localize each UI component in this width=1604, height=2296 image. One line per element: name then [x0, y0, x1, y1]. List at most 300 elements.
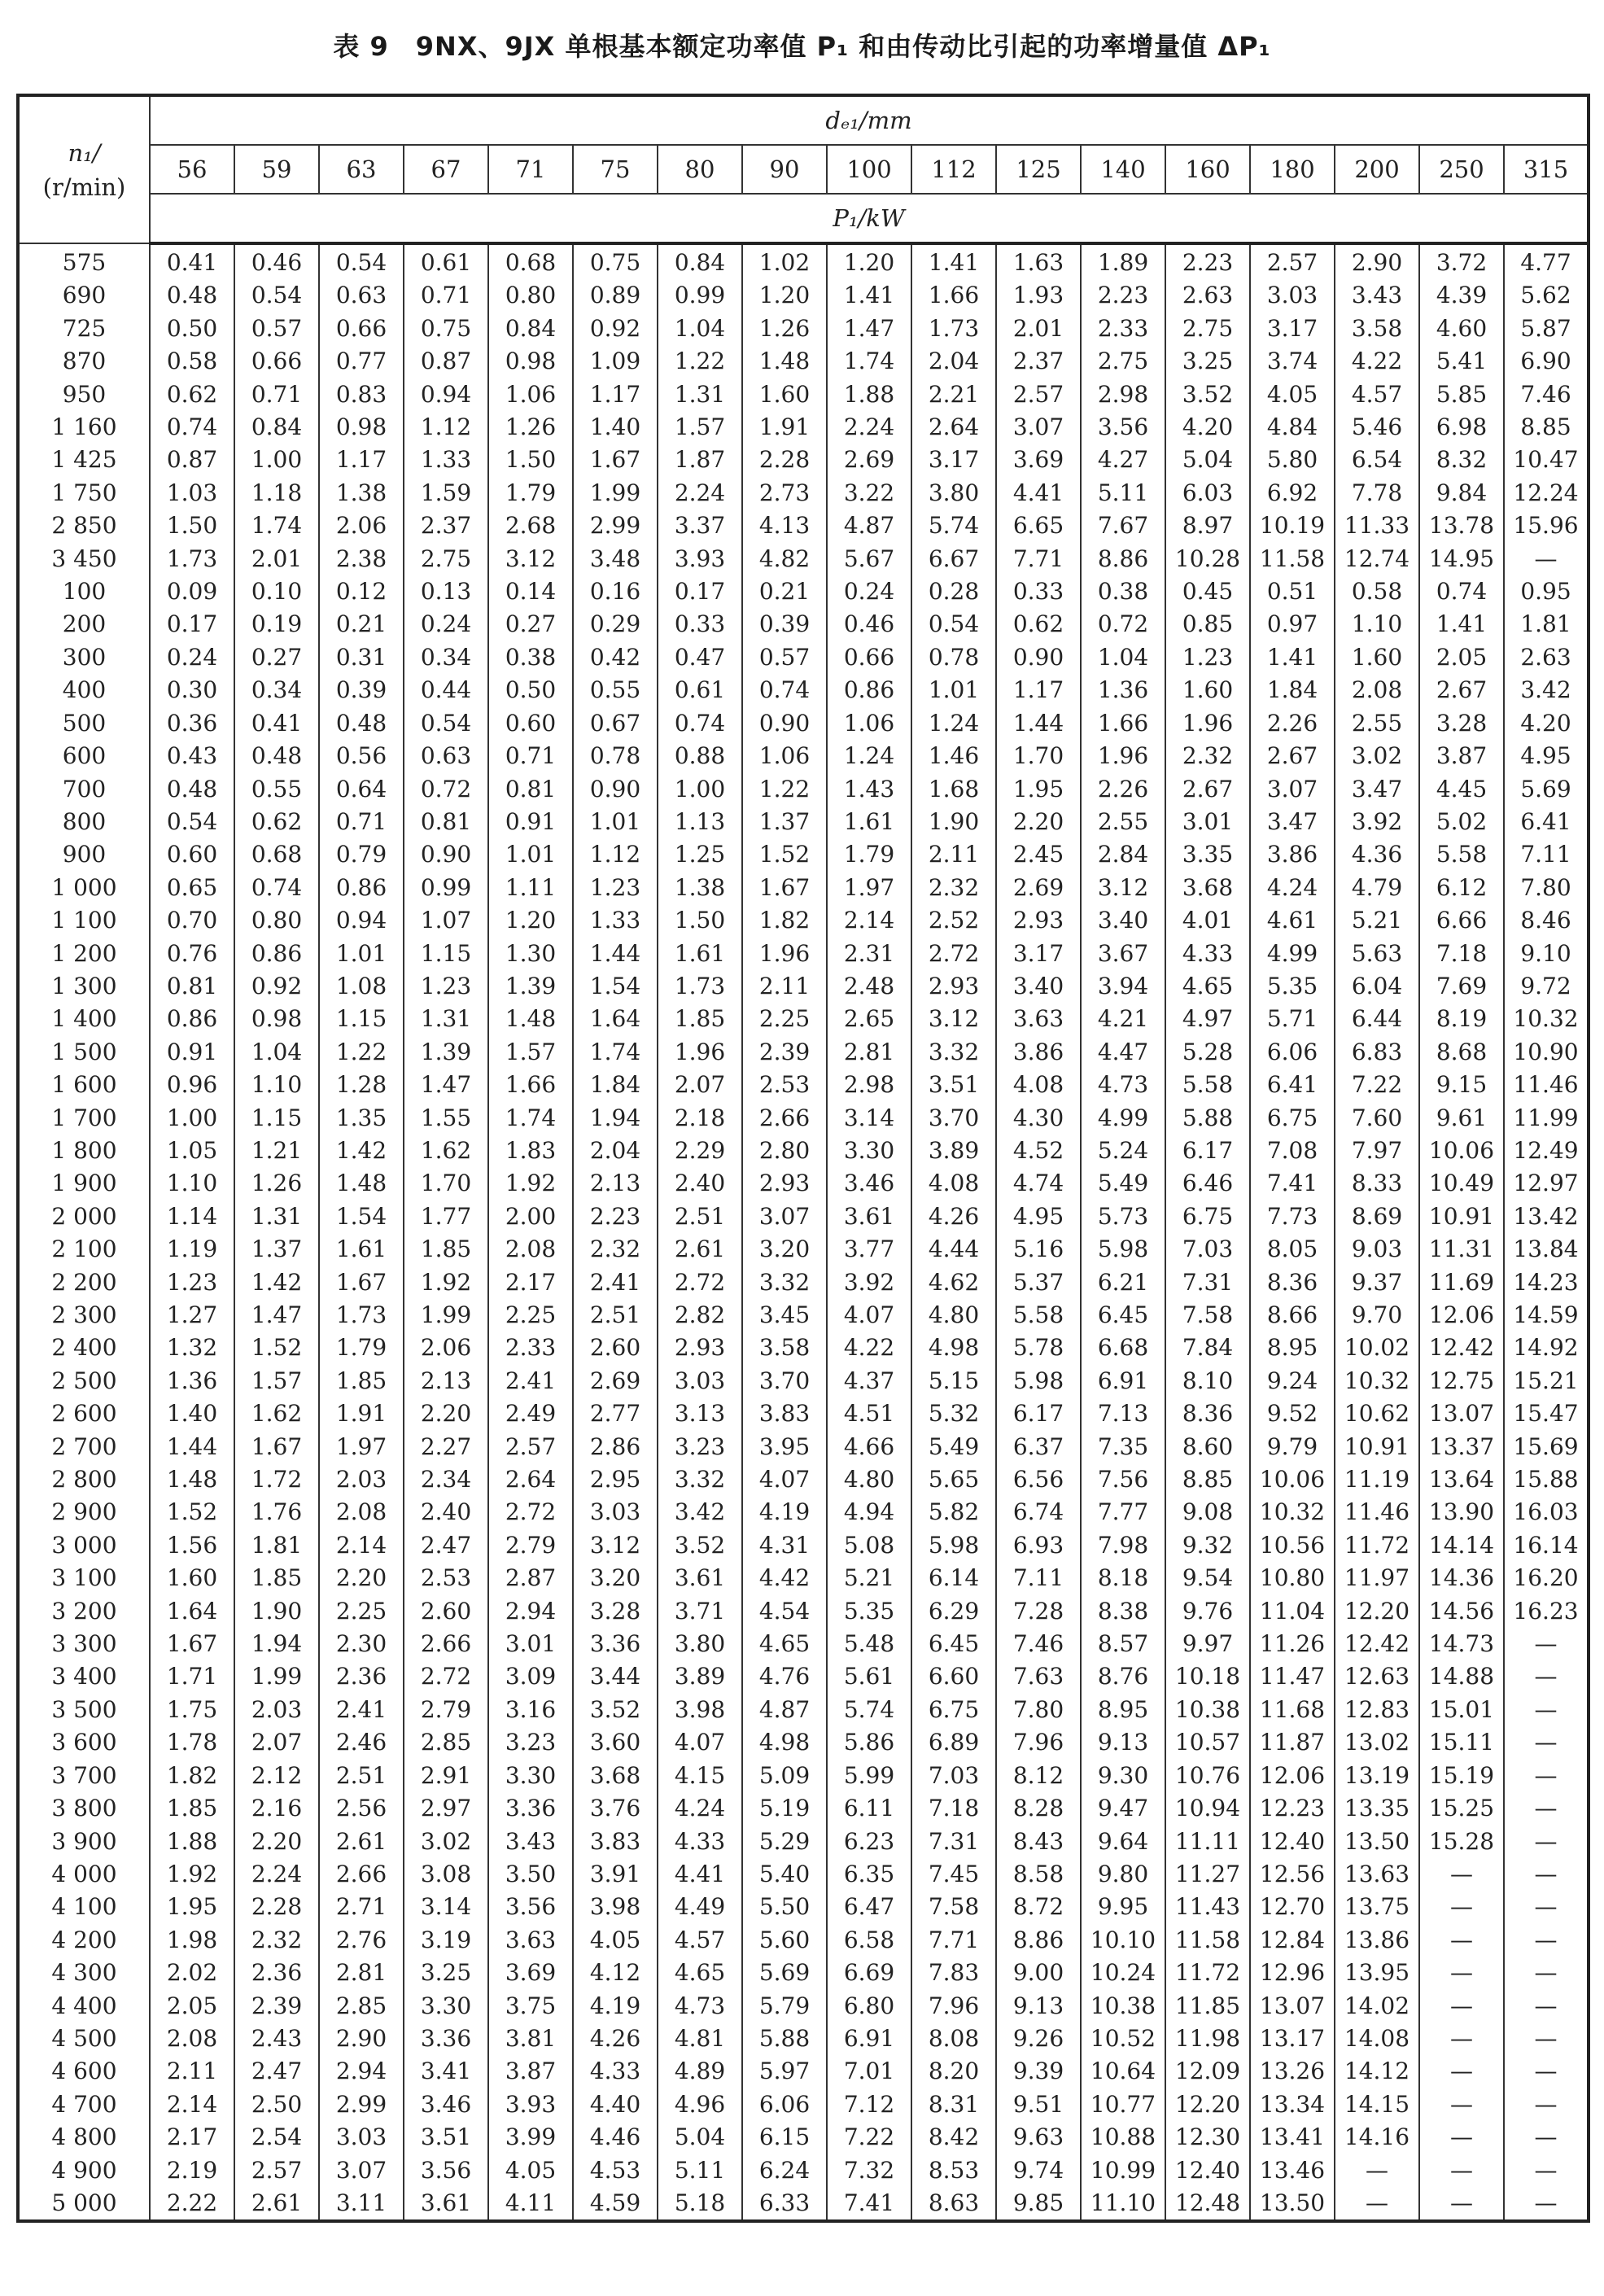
header-row-diameter-label — [18, 95, 1589, 145]
table-row — [18, 1990, 1589, 2023]
power-value-cell: 12.42 — [1335, 1628, 1419, 1660]
power-value-cell: 13.07 — [1419, 1397, 1504, 1430]
power-value-cell: 3.56 — [1081, 411, 1165, 444]
power-value-cell: 3.52 — [658, 1529, 742, 1562]
power-value-cell: 3.83 — [573, 1826, 658, 1858]
power-value-cell: 6.23 — [827, 1826, 911, 1858]
power-value-cell: 3.93 — [658, 543, 742, 575]
power-value-cell: 8.76 — [1081, 1660, 1165, 1693]
power-value-cell: 10.62 — [1335, 1397, 1419, 1430]
diameter-header-cell: 59 — [234, 145, 319, 194]
table-row — [18, 1332, 1589, 1364]
power-value-cell: 5.98 — [1081, 1233, 1165, 1266]
power-value-cell: 8.85 — [1165, 1463, 1250, 1496]
power-value-cell: 0.91 — [488, 806, 573, 838]
power-value-cell: 7.32 — [827, 2154, 911, 2187]
power-value-cell: 2.82 — [658, 1299, 742, 1332]
power-value-cell: 13.63 — [1335, 1858, 1419, 1891]
power-value-cell: 4.33 — [658, 1826, 742, 1858]
speed-unit: (r/min) — [42, 173, 126, 201]
speed-cell: 800 — [18, 806, 150, 838]
power-value-cell: 2.57 — [488, 1431, 573, 1463]
power-value-cell: 11.68 — [1250, 1694, 1335, 1726]
power-value-cell: 0.50 — [488, 674, 573, 706]
power-value-cell: 1.04 — [658, 313, 742, 345]
power-value-cell: 1.87 — [658, 444, 742, 476]
power-value-cell: 2.77 — [573, 1397, 658, 1430]
power-value-cell: 7.22 — [827, 2121, 911, 2154]
power-value-cell: 1.41 — [827, 279, 911, 312]
power-value-cell: 0.96 — [150, 1069, 234, 1101]
power-value-cell: 5.09 — [742, 1760, 827, 1792]
power-value-cell: 2.08 — [488, 1233, 573, 1266]
table-row — [18, 345, 1589, 378]
table-row — [18, 1135, 1589, 1167]
power-value-cell: 6.37 — [996, 1431, 1081, 1463]
power-value-cell: 0.86 — [234, 938, 319, 970]
power-value-cell: 1.15 — [319, 1003, 404, 1035]
power-value-cell: 2.57 — [1250, 243, 1335, 279]
power-value-cell: 1.20 — [488, 904, 573, 937]
power-value-cell: 5.79 — [742, 1990, 827, 2023]
power-value-cell: 1.88 — [150, 1826, 234, 1858]
power-value-cell: 1.25 — [658, 838, 742, 871]
power-value-cell: 1.31 — [234, 1200, 319, 1233]
power-value-cell: 13.84 — [1504, 1233, 1589, 1266]
power-value-cell: 1.99 — [573, 477, 658, 509]
power-value-cell: 0.55 — [234, 773, 319, 806]
power-value-cell: 3.01 — [488, 1628, 573, 1660]
power-value-cell: 1.75 — [150, 1694, 234, 1726]
speed-cell: 200 — [18, 608, 150, 641]
power-value-cell: 2.97 — [404, 1792, 488, 1825]
power-value-cell: 0.56 — [319, 740, 404, 772]
power-value-cell: 9.32 — [1165, 1529, 1250, 1562]
power-value-cell: 2.64 — [911, 411, 996, 444]
table-row — [18, 1167, 1589, 1200]
power-value-cell: 4.99 — [1250, 938, 1335, 970]
power-value-cell: — — [1504, 1924, 1589, 1957]
speed-cell: 575 — [18, 243, 150, 279]
speed-cell: 2 100 — [18, 1233, 150, 1266]
power-value-cell: 2.90 — [1335, 243, 1419, 279]
power-value-cell: 9.95 — [1081, 1891, 1165, 1923]
power-value-cell: 0.80 — [234, 904, 319, 937]
power-value-cell: 8.85 — [1504, 411, 1589, 444]
power-value-cell: 3.68 — [573, 1760, 658, 1792]
power-value-cell: 10.99 — [1081, 2154, 1165, 2187]
power-value-cell: 4.05 — [488, 2154, 573, 2187]
power-value-cell: 3.17 — [911, 444, 996, 476]
power-value-cell: 6.58 — [827, 1924, 911, 1957]
power-value-cell: 3.74 — [1250, 345, 1335, 378]
power-value-cell: 2.23 — [1165, 243, 1250, 279]
power-value-cell: 9.24 — [1250, 1365, 1335, 1397]
power-value-cell: 3.28 — [573, 1595, 658, 1628]
power-value-cell: 5.67 — [827, 543, 911, 575]
power-value-cell: 2.75 — [404, 543, 488, 575]
power-value-cell: 1.77 — [404, 1200, 488, 1233]
power-value-cell: 0.58 — [1335, 575, 1419, 608]
power-value-cell: 2.21 — [911, 378, 996, 411]
speed-cell: 870 — [18, 345, 150, 378]
power-value-cell: 1.35 — [319, 1102, 404, 1135]
power-value-cell: 1.28 — [319, 1069, 404, 1101]
power-value-cell: 2.08 — [150, 2023, 234, 2055]
power-value-cell: 2.57 — [996, 378, 1081, 411]
power-value-cell: 3.45 — [742, 1299, 827, 1332]
power-value-cell: 2.53 — [404, 1562, 488, 1594]
power-value-cell: 1.33 — [573, 904, 658, 937]
power-value-cell: 1.73 — [658, 970, 742, 1003]
power-value-cell: 6.44 — [1335, 1003, 1419, 1035]
power-value-cell: 5.62 — [1504, 279, 1589, 312]
power-value-cell: 8.66 — [1250, 1299, 1335, 1332]
power-value-cell: 8.86 — [996, 1924, 1081, 1957]
power-value-cell: 1.81 — [1504, 608, 1589, 641]
power-value-cell: 10.38 — [1165, 1694, 1250, 1726]
power-value-cell: 7.98 — [1081, 1529, 1165, 1562]
power-value-cell: — — [1419, 1990, 1504, 2023]
power-value-cell: 1.73 — [911, 313, 996, 345]
power-value-cell: 4.65 — [658, 1957, 742, 1989]
power-value-cell: 3.42 — [658, 1496, 742, 1528]
power-value-cell: 10.94 — [1165, 1792, 1250, 1825]
table-row — [18, 674, 1589, 706]
power-value-cell: 6.46 — [1165, 1167, 1250, 1200]
table-row — [18, 1266, 1589, 1299]
power-value-cell: 0.54 — [319, 243, 404, 279]
power-value-cell: 8.58 — [996, 1858, 1081, 1891]
power-value-cell: 4.95 — [1504, 740, 1589, 772]
power-value-cell: 2.01 — [234, 543, 319, 575]
power-value-cell: 3.12 — [911, 1003, 996, 1035]
diameter-header-cell: 315 — [1504, 145, 1589, 194]
power-value-cell: 2.64 — [488, 1463, 573, 1496]
power-value-cell: 4.53 — [573, 2154, 658, 2187]
diameter-header-cell: 160 — [1165, 145, 1250, 194]
power-value-cell: 2.01 — [996, 313, 1081, 345]
power-value-cell: 2.26 — [1081, 773, 1165, 806]
table-row — [18, 1562, 1589, 1594]
power-value-cell: 4.13 — [742, 509, 827, 542]
power-value-cell: 0.46 — [234, 243, 319, 279]
power-value-cell: 11.27 — [1165, 1858, 1250, 1891]
power-value-cell: 1.15 — [234, 1102, 319, 1135]
power-value-cell: 1.37 — [742, 806, 827, 838]
power-value-cell: 4.65 — [742, 1628, 827, 1660]
power-value-cell: 2.32 — [234, 1924, 319, 1957]
table-row — [18, 1792, 1589, 1825]
power-value-cell: 5.99 — [827, 1760, 911, 1792]
power-value-cell: 3.47 — [1250, 806, 1335, 838]
power-value-cell: 1.66 — [911, 279, 996, 312]
power-value-cell: 6.14 — [911, 1562, 996, 1594]
power-value-cell: 2.27 — [404, 1431, 488, 1463]
power-value-cell: 5.21 — [827, 1562, 911, 1594]
power-value-cell: 2.25 — [319, 1595, 404, 1628]
power-value-cell: 2.65 — [827, 1003, 911, 1035]
power-value-cell: 3.46 — [404, 2088, 488, 2121]
power-value-cell: 7.67 — [1081, 509, 1165, 542]
power-value-cell: 3.23 — [658, 1431, 742, 1463]
power-value-cell: 6.69 — [827, 1957, 911, 1989]
power-value-cell: 1.71 — [150, 1660, 234, 1693]
power-value-cell: 12.20 — [1165, 2088, 1250, 2121]
power-value-cell: 1.20 — [742, 279, 827, 312]
power-value-cell: 7.46 — [1504, 378, 1589, 411]
speed-cell: 3 200 — [18, 1595, 150, 1628]
power-value-cell: 1.10 — [150, 1167, 234, 1200]
speed-cell: 700 — [18, 773, 150, 806]
power-value-cell: 4.82 — [742, 543, 827, 575]
table-row — [18, 904, 1589, 937]
power-value-cell: 6.45 — [911, 1628, 996, 1660]
power-value-cell: 3.50 — [488, 1858, 573, 1891]
power-value-cell: 1.50 — [488, 444, 573, 476]
power-value-cell: 10.52 — [1081, 2023, 1165, 2055]
power-value-cell: 2.48 — [827, 970, 911, 1003]
power-value-cell: 3.56 — [488, 1891, 573, 1923]
power-value-cell: 3.22 — [827, 477, 911, 509]
power-value-cell: 14.16 — [1335, 2121, 1419, 2154]
power-value-cell: 14.95 — [1419, 543, 1504, 575]
table-row — [18, 2088, 1589, 2121]
power-value-cell: 1.67 — [742, 872, 827, 904]
power-value-cell: 13.26 — [1250, 2055, 1335, 2088]
speed-cell: 4 700 — [18, 2088, 150, 2121]
power-value-cell: — — [1504, 1628, 1589, 1660]
power-value-cell: 0.10 — [234, 575, 319, 608]
power-value-cell: 1.61 — [827, 806, 911, 838]
power-value-cell: 12.83 — [1335, 1694, 1419, 1726]
power-value-cell: 3.42 — [1504, 674, 1589, 706]
power-value-cell: 1.85 — [658, 1003, 742, 1035]
power-value-cell: 7.13 — [1081, 1397, 1165, 1430]
speed-cell: 3 500 — [18, 1694, 150, 1726]
power-value-cell: 1.04 — [1081, 641, 1165, 674]
power-value-cell: 6.66 — [1419, 904, 1504, 937]
speed-cell: 2 900 — [18, 1496, 150, 1528]
power-value-cell: 9.26 — [996, 2023, 1081, 2055]
power-value-cell: 4.07 — [742, 1463, 827, 1496]
power-value-cell: 3.60 — [573, 1726, 658, 1759]
power-value-cell: 11.69 — [1419, 1266, 1504, 1299]
power-value-cell: 3.58 — [1335, 313, 1419, 345]
power-value-cell: — — [1504, 543, 1589, 575]
power-value-cell: — — [1335, 2187, 1419, 2221]
power-value-cell: 13.07 — [1250, 1990, 1335, 2023]
power-value-cell: 12.56 — [1250, 1858, 1335, 1891]
power-value-cell: 1.74 — [827, 345, 911, 378]
power-value-cell: 5.18 — [658, 2187, 742, 2221]
power-value-cell: 5.78 — [996, 1332, 1081, 1364]
power-value-cell: 2.04 — [573, 1135, 658, 1167]
power-value-cell: 8.60 — [1165, 1431, 1250, 1463]
power-value-cell: 6.15 — [742, 2121, 827, 2154]
power-value-cell: 11.72 — [1335, 1529, 1419, 1562]
power-value-cell: 9.52 — [1250, 1397, 1335, 1430]
power-value-cell: 2.50 — [234, 2088, 319, 2121]
power-value-cell: 4.95 — [996, 1200, 1081, 1233]
power-value-cell: 10.57 — [1165, 1726, 1250, 1759]
power-value-cell: 1.41 — [911, 243, 996, 279]
power-value-cell: 8.32 — [1419, 444, 1504, 476]
power-value-cell: 2.95 — [573, 1463, 658, 1496]
power-value-cell: 2.51 — [573, 1299, 658, 1332]
power-value-cell: 0.84 — [488, 313, 573, 345]
power-value-cell: 3.92 — [1335, 806, 1419, 838]
power-value-cell: 6.03 — [1165, 477, 1250, 509]
power-value-cell: 4.26 — [573, 2023, 658, 2055]
power-value-cell: 4.20 — [1504, 707, 1589, 740]
table-row — [18, 444, 1589, 476]
power-value-cell: 9.08 — [1165, 1496, 1250, 1528]
power-value-cell: 3.03 — [573, 1496, 658, 1528]
power-value-cell: 3.25 — [404, 1957, 488, 1989]
power-value-cell: 5.35 — [1250, 970, 1335, 1003]
power-value-cell: 2.72 — [911, 938, 996, 970]
power-value-cell: 0.87 — [404, 345, 488, 378]
power-value-cell: 8.05 — [1250, 1233, 1335, 1266]
power-value-cell: 15.28 — [1419, 1826, 1504, 1858]
power-value-cell: 1.70 — [996, 740, 1081, 772]
power-value-cell: 0.72 — [1081, 608, 1165, 641]
power-value-cell: 12.20 — [1335, 1595, 1419, 1628]
power-value-cell: 4.33 — [1165, 938, 1250, 970]
power-value-cell: 5.29 — [742, 1826, 827, 1858]
power-value-cell: 12.97 — [1504, 1167, 1589, 1200]
power-value-cell: 10.91 — [1335, 1431, 1419, 1463]
speed-cell: 2 500 — [18, 1365, 150, 1397]
speed-cell: 2 600 — [18, 1397, 150, 1430]
power-value-cell: 0.51 — [1250, 575, 1335, 608]
power-value-cell: 1.67 — [573, 444, 658, 476]
power-value-cell: 1.59 — [404, 477, 488, 509]
power-value-cell: 1.61 — [319, 1233, 404, 1266]
table-row — [18, 806, 1589, 838]
power-value-cell: 0.99 — [404, 872, 488, 904]
power-value-cell: 3.36 — [573, 1628, 658, 1660]
power-value-cell: 1.96 — [658, 1036, 742, 1069]
power-value-cell: 12.96 — [1250, 1957, 1335, 1989]
speed-cell: 3 000 — [18, 1529, 150, 1562]
power-value-cell: 0.99 — [658, 279, 742, 312]
power-value-cell: 0.94 — [404, 378, 488, 411]
power-value-cell: 0.13 — [404, 575, 488, 608]
power-value-cell: 1.79 — [488, 477, 573, 509]
power-value-cell: 4.47 — [1081, 1036, 1165, 1069]
power-value-cell: 6.75 — [1165, 1200, 1250, 1233]
speed-cell: 4 800 — [18, 2121, 150, 2154]
speed-cell: 2 850 — [18, 509, 150, 542]
power-value-cell: 8.19 — [1419, 1003, 1504, 1035]
power-value-cell: 6.91 — [1081, 1365, 1165, 1397]
power-value-cell: 4.15 — [658, 1760, 742, 1792]
power-table-container — [16, 94, 1587, 2223]
power-value-cell: 4.22 — [827, 1332, 911, 1364]
table-row — [18, 1826, 1589, 1858]
power-value-cell: 3.13 — [658, 1397, 742, 1430]
power-value-cell: — — [1419, 2121, 1504, 2154]
power-value-cell: 2.93 — [911, 970, 996, 1003]
power-value-cell: 11.04 — [1250, 1595, 1335, 1628]
power-value-cell: 2.47 — [234, 2055, 319, 2088]
power-value-cell: — — [1419, 1957, 1504, 1989]
power-value-cell: 14.02 — [1335, 1990, 1419, 2023]
power-value-cell: 3.02 — [1335, 740, 1419, 772]
power-value-cell: 2.69 — [827, 444, 911, 476]
power-value-cell: 7.11 — [1504, 838, 1589, 871]
power-value-cell: 0.87 — [150, 444, 234, 476]
power-value-cell: 3.03 — [1250, 279, 1335, 312]
power-value-cell: 6.80 — [827, 1990, 911, 2023]
power-value-cell: 0.86 — [150, 1003, 234, 1035]
power-value-cell: — — [1504, 1760, 1589, 1792]
power-value-cell: 2.91 — [404, 1760, 488, 1792]
table-row — [18, 2055, 1589, 2088]
power-value-cell: 4.87 — [827, 509, 911, 542]
table-header — [18, 95, 1589, 243]
power-value-cell: 0.63 — [404, 740, 488, 772]
power-value-cell: 2.11 — [911, 838, 996, 871]
power-value-cell: 0.81 — [404, 806, 488, 838]
power-value-cell: 5.08 — [827, 1529, 911, 1562]
power-value-cell: 13.37 — [1419, 1431, 1504, 1463]
power-value-cell: 7.18 — [911, 1792, 996, 1825]
power-value-cell: 1.62 — [234, 1397, 319, 1430]
power-value-cell: 4.42 — [742, 1562, 827, 1594]
power-value-cell: 1.48 — [319, 1167, 404, 1200]
power-value-cell: 0.57 — [742, 641, 827, 674]
power-value-cell: 3.30 — [827, 1135, 911, 1167]
power-value-cell: 11.46 — [1504, 1069, 1589, 1101]
power-value-cell: 1.37 — [234, 1233, 319, 1266]
table-row — [18, 2187, 1589, 2221]
power-value-cell: 0.74 — [150, 411, 234, 444]
power-value-cell: 2.87 — [488, 1562, 573, 1594]
power-value-cell: 6.67 — [911, 543, 996, 575]
power-value-cell: 2.40 — [658, 1167, 742, 1200]
power-value-cell: 3.25 — [1165, 345, 1250, 378]
power-value-cell: 1.50 — [150, 509, 234, 542]
power-value-cell: 5.85 — [1419, 378, 1504, 411]
power-value-cell: 0.97 — [1250, 608, 1335, 641]
diameter-header-cell: 140 — [1081, 145, 1165, 194]
power-value-cell: 3.30 — [404, 1990, 488, 2023]
power-value-cell: 6.45 — [1081, 1299, 1165, 1332]
speed-cell: 3 300 — [18, 1628, 150, 1660]
power-value-cell: 1.48 — [488, 1003, 573, 1035]
power-value-cell: 4.27 — [1081, 444, 1165, 476]
power-value-cell: 2.76 — [319, 1924, 404, 1957]
power-value-cell: 2.12 — [234, 1760, 319, 1792]
power-value-cell: 3.52 — [1165, 378, 1250, 411]
power-value-cell: 1.89 — [1081, 243, 1165, 279]
power-value-cell: 1.22 — [742, 773, 827, 806]
power-value-cell: 2.53 — [742, 1069, 827, 1101]
power-value-cell: 1.23 — [404, 970, 488, 1003]
power-value-cell: 0.17 — [150, 608, 234, 641]
power-value-cell: 2.23 — [1081, 279, 1165, 312]
table-row — [18, 838, 1589, 871]
speed-cell: 3 600 — [18, 1726, 150, 1759]
power-value-cell: 4.97 — [1165, 1003, 1250, 1035]
power-value-cell: 7.96 — [996, 1726, 1081, 1759]
speed-cell: 1 425 — [18, 444, 150, 476]
power-value-cell: 11.72 — [1165, 1957, 1250, 1989]
power-value-cell: 2.14 — [827, 904, 911, 937]
